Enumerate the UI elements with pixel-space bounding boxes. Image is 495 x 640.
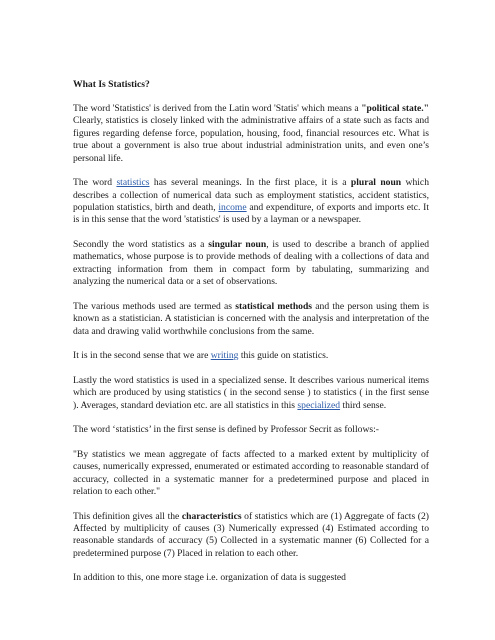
paragraph-singular-noun: Secondly the word statistics as a singular noun, is used to describe a branch of applied mathematics, whose purpose is to provide methods of dealing with a collections of data and extracting information from them in compact form by tabulating, summarizing and analyzing the numerical data or a set of observations. bbox=[73, 239, 429, 288]
link-writing[interactable]: writing bbox=[210, 350, 239, 362]
bold-phrase-plural-noun: plural noun bbox=[350, 177, 402, 189]
paragraph-specialized-sense: Lastly the word statistics is used in a specialized sense. It describes various numerical items which are produced by using statistics ( in the second sense ) to statistics ( in the first sense ). Averages, standard deviation etc. are all statistics in this specialized third sense. bbox=[73, 374, 429, 411]
paragraph-origin: The word 'Statistics' is derived from the Latin word 'Statis' which means a "political state." Clearly, statistics is closely linked with the administrative affairs of a state such as facts and figures regarding defense force, population, housing, food, financial resources etc. What is true about a government is also true about industrial administration units, and even one’s personal life. bbox=[73, 103, 429, 164]
paragraph-plural-noun: The word statistics has several meanings. In the first place, it is a plural noun which describes a collection of numerical data such as employment statistics, accident statistics, population statistics, birth and death, income and expenditure, of exports and imports etc. It is in this sense that the word 'statistics' is used by a layman or a newspaper. bbox=[73, 177, 429, 226]
paragraph-statistical-methods: The various methods used are termed as statistical methods and the person using them is known as a statistician. A statistician is concerned with the analysis and interpretation of the data and drawing valid worthwhile conclusions from the same. bbox=[73, 300, 429, 337]
bold-phrase-statistical-methods: statistical methods bbox=[235, 300, 313, 312]
paragraph-organization: In addition to this, one more stage i.e. organization of data is suggested bbox=[73, 572, 346, 584]
bold-phrase-political-state: "political state." bbox=[361, 103, 429, 114]
paragraph-characteristics: This definition gives all the characteristics of statistics which are (1) Aggregate of facts (2) Affected by multiplicity of causes (3) Numerically expressed (4) Estimated according to reasonable standards of accuracy (5) Collected in a systematic manner (6) Collected for a predetermined purpose (7) Placed in relation to each other. bbox=[73, 510, 429, 559]
paragraph-secrit-quote: "By statistics we mean aggregate of facts affected to a marked extent by multiplicity of causes, numerically expressed, enumerated or estimated according to reasonable standard of accuracy, collected in a systematic manner for a predetermined purpose and placed in relation to each other." bbox=[73, 448, 429, 498]
bold-phrase-characteristics: characteristics bbox=[181, 510, 242, 522]
link-statistics[interactable]: statistics bbox=[116, 177, 150, 189]
document-title: What Is Statistics? bbox=[73, 79, 150, 90]
bold-phrase-singular-noun: singular noun bbox=[208, 239, 267, 251]
link-specialized[interactable]: specialized bbox=[297, 399, 341, 411]
link-income[interactable]: income bbox=[218, 202, 247, 214]
paragraph-guide: It is in the second sense that we are writing this guide on statistics. bbox=[73, 350, 329, 362]
paragraph-secrit-intro: The word ‘statistics’ in the first sense is defined by Professor Secrit as follows:- bbox=[73, 424, 379, 436]
